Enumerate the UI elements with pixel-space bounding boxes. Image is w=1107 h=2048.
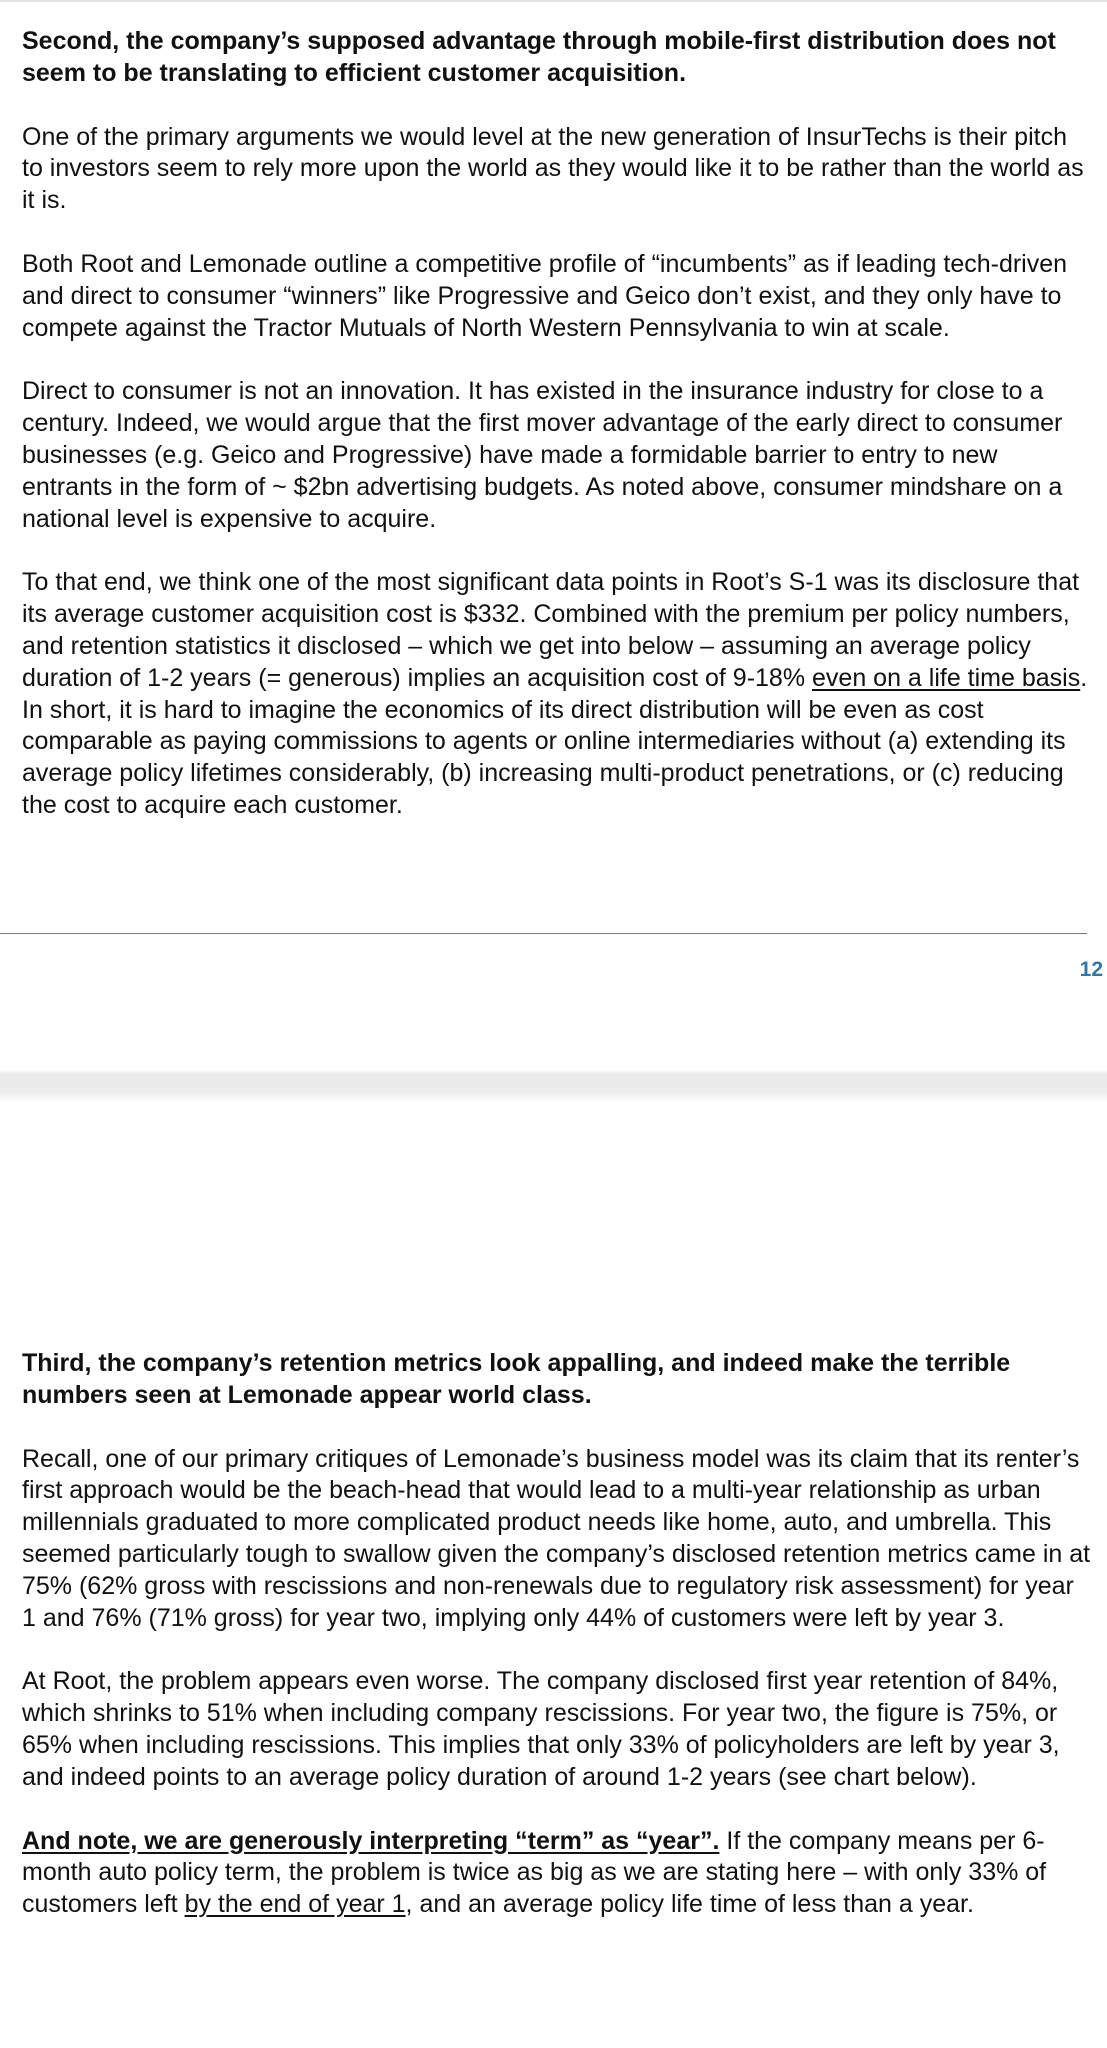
page-number: 12	[1079, 958, 1103, 981]
paragraph-root-retention: At Root, the problem appears even worse. The company disclosed first year retention of 84%, which shrinks to 51% when including company rescissions. For year two, the figure is 75%, or 65% when including rescissions. This implies that only 33% of policyholders are left by year 3, and indeed points to an average policy duration of around 1-2 years (see chart below).	[22, 1667, 1060, 1791]
acquisition-text-end: . In short, it is hard to imagine the economics of its direct distribution will be even as cost comparable as paying commissions to agents or online intermediaries without (a) extending its average policy lifetimes considerably, (b) increasing multi-product penetrations, or (c) reducing the cost to acquire each customer.	[22, 663, 1088, 819]
paragraph-insurtech-pitch: One of the primary arguments we would level at the new generation of InsurTechs is their pitch to investors seem to rely more upon the world as they would like it to be rather than the world as it is.	[22, 122, 1084, 215]
paragraph-lemonade-retention: Recall, one of our primary critiques of Lemonade’s business model was its claim that its renter’s first approach would be the beach-head that would lead to a multi-year relationship as urban millennials graduated to more complicated product needs like home, auto, and umbrella. This seemed particularly tough to swallow given the company’s disclosed retention metrics came in at 75% (62% gross with rescissions and non-renewals due to regulatory risk assessment) for year 1 and 76% (71% gross) for year two, implying only 44% of customers were left by year 3.	[22, 1444, 1091, 1632]
underlined-lifetime-basis: even on a life time basis	[812, 663, 1081, 692]
page-break	[0, 1070, 1107, 1102]
section-heading-third: Third, the company’s retention metrics look appalling, and indeed make the terrible numbers seen at Lemonade appear world class.	[22, 1349, 1011, 1409]
top-border	[0, 0, 1107, 2]
paragraph-incumbents: Both Root and Lemonade outline a competitive profile of “incumbents” as if leading tech-driven and direct to consumer “winners” like Progressive and Geico don’t exist, and they only have to compete against the Tractor Mutuals of North Western Pennsylvania to win at scale.	[22, 249, 1068, 342]
paragraph-acquisition-cost	[22, 567, 1092, 821]
section-heading-second: Second, the company’s supposed advantage through mobile-first distribution does not seem to be translating to efficient customer acquisition.	[22, 27, 1056, 87]
paragraph-direct-to-consumer: Direct to consumer is not an innovation. It has existed in the insurance industry for close to a century. Indeed, we would argue that the first mover advantage of the early direct to consumer businesses (e.g. Geico and Progressive) have made a formidable barrier to entry to new entrants in the form of ~ $2bn advertising budgets. As noted above, consumer mindshare on a national level is expensive to acquire.	[22, 377, 1063, 533]
document-page-12	[22, 26, 1092, 822]
term-note-bold: And note, we are generously interpreting “term” as “year”.	[22, 1826, 720, 1855]
footer-divider	[0, 933, 1087, 934]
underlined-end-of-year-1: by the end of year 1	[184, 1890, 406, 1919]
term-note-text-start: If the company means per 6-month auto policy term, the problem is twice as big as we are stating here – with only 33% of customers left	[22, 1826, 1047, 1919]
term-note-text-end: , and an average policy life time of less than a year.	[405, 1890, 974, 1919]
paragraph-term-note	[22, 1826, 1092, 1921]
acquisition-text-start: To that end, we think one of the most significant data points in Root’s S-1 was its disclosure that its average customer acquisition cost is $332. Combined with the premium per policy numbers, and retention statistics it disclosed – which we get into below – assuming an average policy duration of 1-2 years (= generous) implies an acquisition cost of 9-18%	[22, 568, 1080, 692]
document-page-13	[22, 1348, 1092, 1921]
